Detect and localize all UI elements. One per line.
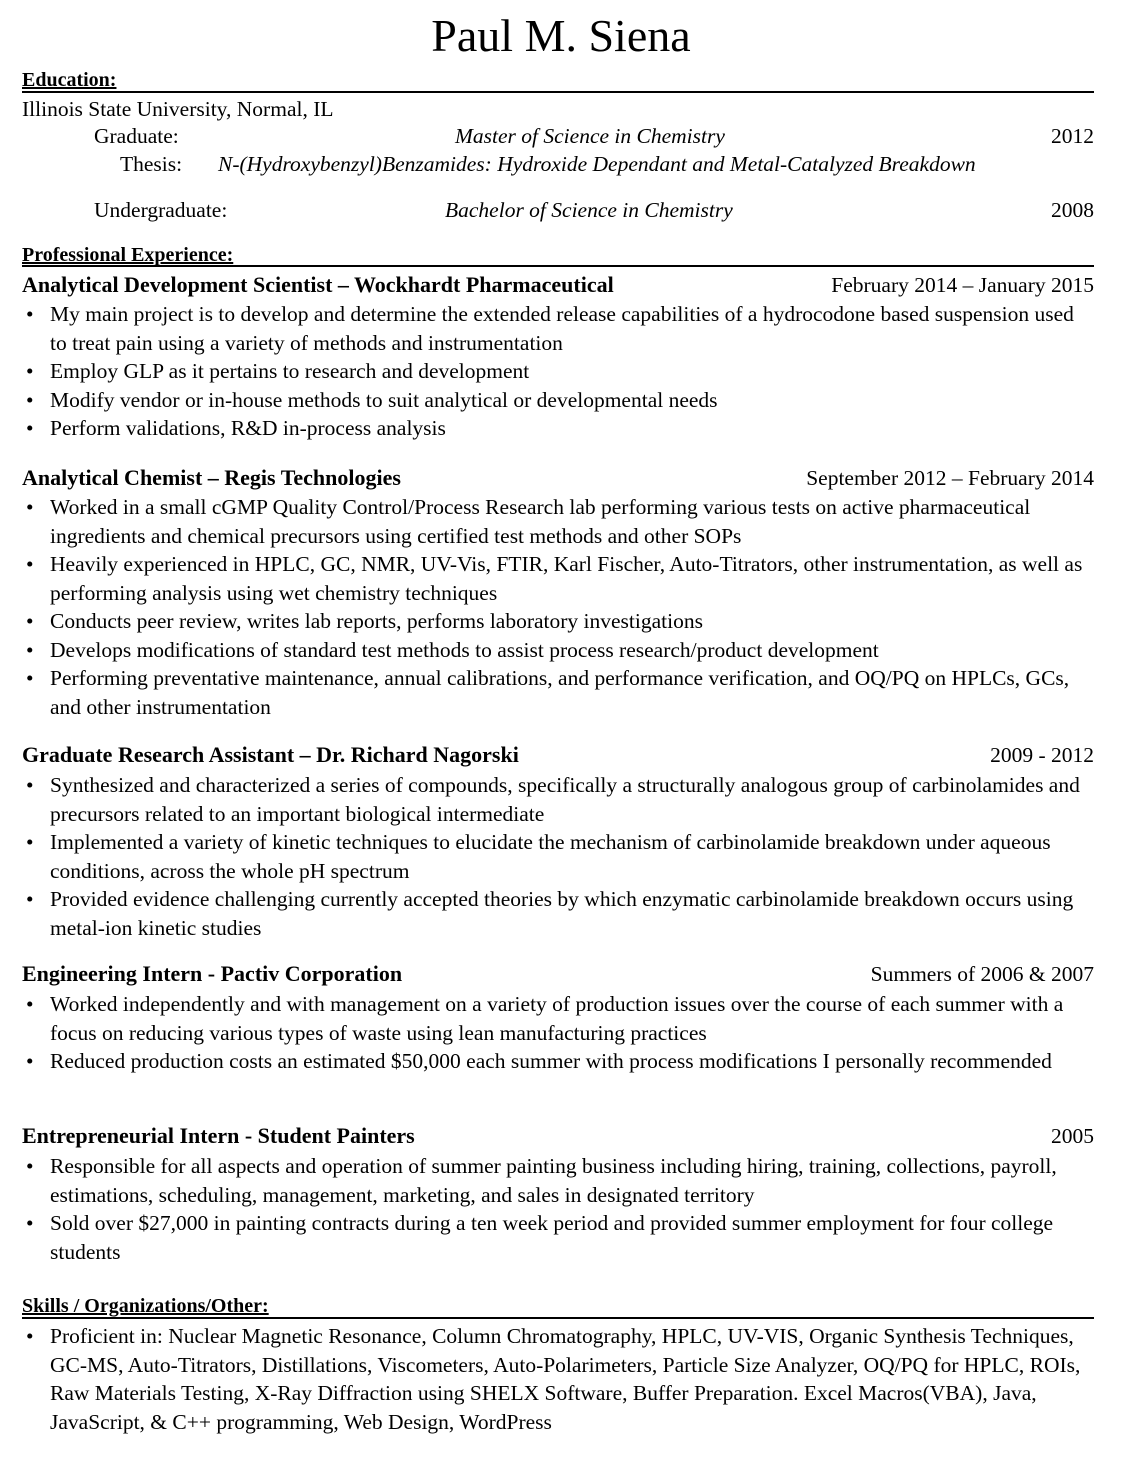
bullet-text: Reduced production costs an estimated $50,000 each summer with process modifications I personally recommended	[50, 1049, 1052, 1073]
job-bullets	[22, 990, 1094, 1076]
job-bullets	[22, 1152, 1094, 1266]
list-item	[22, 493, 1094, 550]
bullet-icon: •	[26, 637, 34, 662]
bullet-text: Sold over $27,000 in painting contracts during a ten week period and provided summer employment for four college students	[50, 1211, 1054, 1264]
bullet-text: Responsible for all aspects and operation of summer painting business including hiring, training, collections, payroll, estimations, scheduling, management, marketing, and sales in designated territory	[50, 1154, 1057, 1207]
education-heading: Education:	[22, 69, 117, 91]
job-dates: 2009 - 2012	[990, 743, 1094, 767]
list-item	[22, 414, 1094, 443]
list-item	[22, 636, 1094, 665]
thesis-title: N-(Hydroxybenzyl)Benzamides: Hydroxide Dependant and Metal-Catalyzed Breakdown	[218, 152, 976, 176]
list-item	[22, 550, 1094, 607]
list-item	[22, 386, 1094, 415]
bullet-text: Employ GLP as it pertains to research and development	[50, 359, 530, 383]
job-bullets	[22, 300, 1094, 443]
bullet-text: Heavily experienced in HPLC, GC, NMR, UV-Vis, FTIR, Karl Fischer, Auto-Titrators, other instrumentation, as well as performing analysis using wet chemistry techniques	[50, 552, 1083, 605]
bullet-text: My main project is to develop and determine the extended release capabilities of a hydrocodone based suspension used to treat pain using a variety of methods and instrumentation	[50, 302, 1074, 355]
experience-heading: Professional Experience:	[22, 244, 234, 266]
undergraduate-degree: Bachelor of Science in Chemistry	[445, 198, 733, 222]
graduate-degree: Master of Science in Chemistry	[455, 124, 725, 148]
bullet-text: Develops modifications of standard test methods to assist process research/product development	[50, 637, 879, 662]
list-item	[22, 357, 1094, 386]
list-item	[22, 828, 1094, 885]
list-item	[22, 1322, 1094, 1436]
bullet-icon: •	[26, 773, 34, 797]
resume-name: Paul M. Siena	[431, 10, 691, 61]
experience-rule	[22, 265, 1094, 267]
job-title: Analytical Development Scientist – Wockhardt Pharmaceutical	[22, 272, 614, 297]
job-title: Entrepreneurial Intern - Student Painters	[22, 1123, 415, 1148]
list-item	[22, 664, 1094, 721]
bullet-text: Perform validations, R&D in-process analysis	[50, 416, 446, 440]
list-item	[22, 771, 1094, 828]
bullet-icon: •	[26, 992, 34, 1016]
bullet-icon: •	[26, 666, 34, 690]
job-dates: September 2012 – February 2014	[806, 466, 1094, 490]
bullet-icon: •	[26, 359, 34, 383]
bullet-icon: •	[26, 609, 34, 633]
thesis-label: Thesis:	[120, 152, 183, 176]
undergraduate-label: Undergraduate:	[94, 198, 228, 222]
list-item	[22, 1152, 1094, 1209]
list-item	[22, 607, 1094, 636]
bullet-icon: •	[26, 830, 34, 854]
list-item	[22, 1047, 1094, 1076]
bullet-text: Conducts peer review, writes lab reports, performs laboratory investigations	[50, 609, 703, 633]
bullet-text: Proficient in: Nuclear Magnetic Resonance, Column Chromatography, HPLC, UV-VIS, Organic Synthesis Techniques, GC-MS, Auto-Titrators, Distillations, Viscometers, Auto-Polarimeters, Particle Size Analyzer, OQ/PQ for HPLC, ROIs, Raw Materials Testing, X-Ray Diffraction using SHELX Software, Buffer Preparation. Excel Macros(VBA), Java, JavaScript, & C++ programming, Web Design, WordPress	[50, 1324, 1081, 1434]
skills-heading: Skills / Organizations/Other:	[22, 1295, 269, 1317]
bullet-icon: •	[26, 552, 34, 576]
job-dates: February 2014 – January 2015	[831, 273, 1094, 297]
school-name: Illinois State University, Normal, IL	[22, 97, 334, 121]
bullet-icon: •	[26, 302, 34, 326]
bullet-text: Performing preventative maintenance, annual calibrations, and performance verification, and OQ/PQ on HPLCs, GCs, and other instrumentation	[50, 666, 1070, 719]
undergraduate-year: 2008	[1051, 198, 1094, 222]
list-item	[22, 990, 1094, 1047]
list-item	[22, 1209, 1094, 1266]
list-item	[22, 885, 1094, 942]
job-dates: 2005	[1051, 1124, 1094, 1148]
bullet-icon: •	[26, 1211, 34, 1235]
bullet-text: Synthesized and characterized a series of compounds, specifically a structurally analogous group of carbinolamides and precursors related to an important biological intermediate	[50, 773, 1080, 826]
job-bullets	[22, 771, 1094, 942]
skills-bullets	[22, 1322, 1094, 1436]
bullet-icon: •	[26, 416, 34, 440]
bullet-text: Modify vendor or in-house methods to suit analytical or developmental needs	[50, 387, 718, 412]
list-item	[22, 300, 1094, 357]
education-rule	[22, 91, 1094, 93]
bullet-text: Worked in a small cGMP Quality Control/Process Research lab performing various tests on active pharmaceutical ingredients and chemical precursors using certified test methods and other SOPs	[50, 495, 1031, 548]
bullet-text: Worked independently and with management on a variety of production issues over the course of each summer with a focus on reducing various types of waste using lean manufacturing practices	[50, 992, 1064, 1045]
graduate-year: 2012	[1051, 124, 1094, 148]
job-title: Graduate Research Assistant – Dr. Richard Nagorski	[22, 742, 519, 767]
bullet-icon: •	[26, 1049, 34, 1073]
job-title: Engineering Intern - Pactiv Corporation	[22, 961, 403, 986]
graduate-label: Graduate:	[94, 124, 179, 148]
bullet-icon: •	[26, 495, 34, 519]
bullet-icon: •	[26, 1324, 34, 1348]
bullet-icon: •	[26, 1154, 34, 1178]
bullet-text: Implemented a variety of kinetic techniques to elucidate the mechanism of carbinolamide breakdown under aqueous conditions, across the whole pH spectrum	[50, 830, 1051, 883]
bullet-icon: •	[26, 387, 34, 412]
job-bullets	[22, 493, 1094, 721]
bullet-icon: •	[26, 887, 34, 911]
job-title: Analytical Chemist – Regis Technologies	[22, 465, 401, 490]
skills-rule	[22, 1317, 1094, 1319]
bullet-text: Provided evidence challenging currently accepted theories by which enzymatic carbinolamide breakdown occurs using metal-ion kinetic studies	[50, 887, 1074, 940]
job-dates: Summers of 2006 & 2007	[870, 962, 1094, 986]
